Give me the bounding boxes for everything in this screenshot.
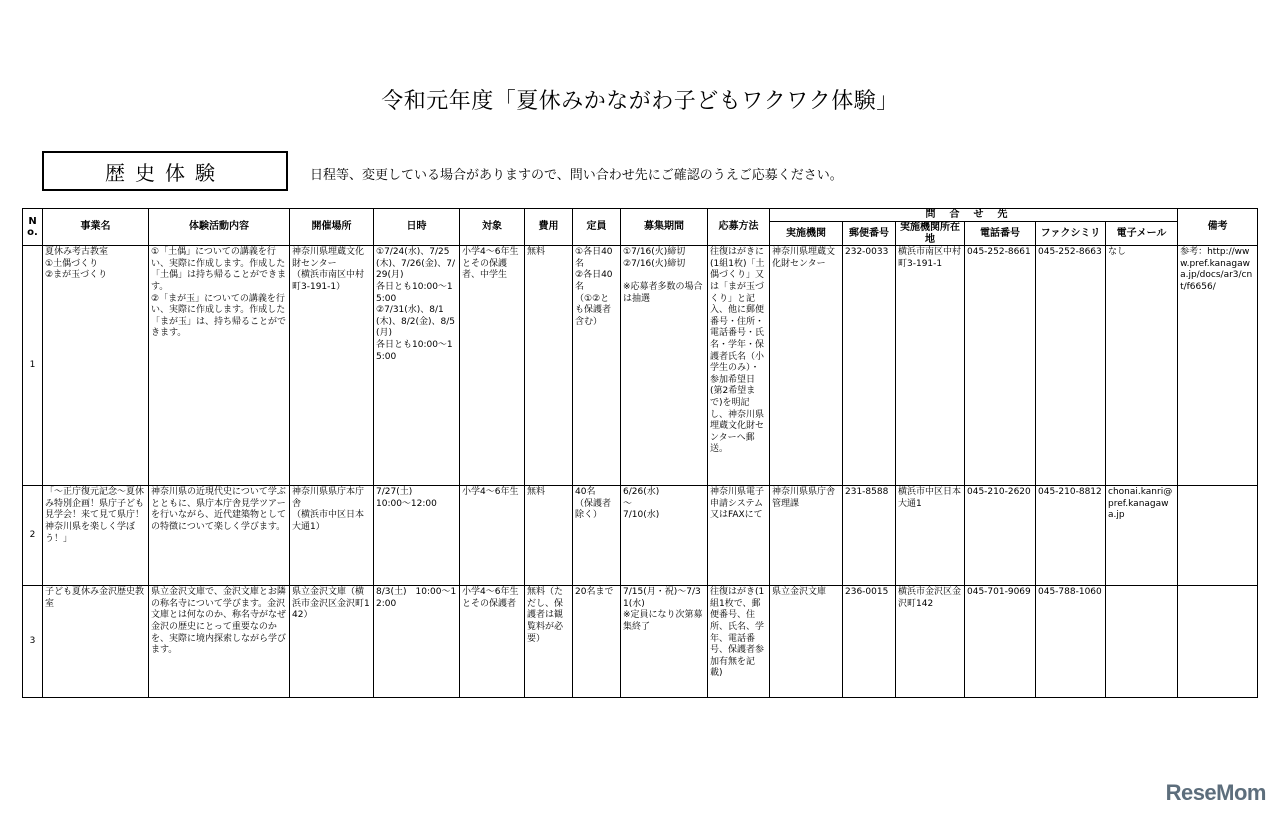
- header-content: 体験活動内容: [149, 209, 290, 246]
- page-title: 令和元年度「夏休みかながわ子どもワクワク体験」: [381, 89, 899, 114]
- row-venue: 県立金沢文庫（横浜市金沢区金沢町142）: [290, 586, 374, 698]
- row-fax: 045-210-8812: [1036, 486, 1106, 586]
- header-remarks: 備考: [1178, 209, 1258, 246]
- row-remarks: [1178, 586, 1258, 698]
- row-target: 小学4～6年生: [460, 486, 525, 586]
- row-org: 県立金沢文庫: [770, 586, 843, 698]
- row-method: 往復はがき(1組1枚で、郵便番号、住所、氏名、学年、電話番号、保護者参加有無を記載): [708, 586, 770, 698]
- row-period: ①7/16(火)締切 ②7/16(火)締切 ※応募者多数の場合は抽選: [621, 246, 708, 486]
- category-label: 歴史体験: [42, 151, 288, 191]
- row-target: 小学4～6年生とその保護者、中学生: [460, 246, 525, 486]
- header-method: 応募方法: [708, 209, 770, 246]
- table-row: [23, 586, 1258, 698]
- resemom-logo: ReseMom: [1165, 780, 1266, 805]
- table-row: [23, 246, 1258, 486]
- header-capacity: 定員: [573, 209, 621, 246]
- row-venue: 神奈川県埋蔵文化財センター （横浜市南区中村町3-191-1）: [290, 246, 374, 486]
- header-org: 実施機関: [770, 222, 843, 246]
- row-datetime: 8/3(土) 10:00～12:00: [374, 586, 460, 698]
- row-email: chonai.kanri@pref.kanagawa.jp: [1106, 486, 1178, 586]
- row-remarks: [1178, 486, 1258, 586]
- row-phone: 045-701-9069: [965, 586, 1036, 698]
- row-email: なし: [1106, 246, 1178, 486]
- row-method: 往復はがきに(1組1枚)「土偶づくり」又は「まが玉づくり」と記入、他に郵便番号・住所・電話番号・氏名・学年・保護者氏名（小学生のみ）・参加希望日(第2希望まで)を明記し、神奈川県埋蔵文化財センターへ郵送。: [708, 246, 770, 486]
- row-method: 神奈川県電子申請システム又はFAXにて: [708, 486, 770, 586]
- row-capacity: 40名 （保護者除く）: [573, 486, 621, 586]
- row-postal: 232-0033: [843, 246, 896, 486]
- header-project: 事業名: [43, 209, 149, 246]
- header-venue: 開催場所: [290, 209, 374, 246]
- row-remarks: 参考：http://www.pref.kanagawa.jp/docs/ar3/cnt/f6656/: [1178, 246, 1258, 486]
- notice-text: 日程等、変更している場合がありますので、問い合わせ先にご確認のうえご応募ください。: [310, 168, 843, 183]
- row-org: 神奈川県県庁舎管理課: [770, 486, 843, 586]
- row-project: 夏休み考古教室 ①土偶づくり ②まが玉づくり: [43, 246, 149, 486]
- row-no: 2: [23, 486, 43, 586]
- header-contact: 問合せ先: [770, 209, 1178, 222]
- header-target: 対象: [460, 209, 525, 246]
- row-fax: 045-252-8663: [1036, 246, 1106, 486]
- row-phone: 045-252-8661: [965, 246, 1036, 486]
- row-cost: 無料（ただし、保護者は観覧料が必要）: [525, 586, 573, 698]
- row-period: 6/26(水) ～ 7/10(水): [621, 486, 708, 586]
- row-cost: 無料: [525, 246, 573, 486]
- row-phone: 045-210-2620: [965, 486, 1036, 586]
- header-phone: 電話番号: [965, 222, 1036, 246]
- row-content: 神奈川県の近現代史について学ぶとともに、県庁本庁舎見学ツアーを行いながら、近代建築物としての特徴について楽しく学びます。: [149, 486, 290, 586]
- row-postal: 231-8588: [843, 486, 896, 586]
- row-no: 1: [23, 246, 43, 486]
- row-fax: 045-788-1060: [1036, 586, 1106, 698]
- row-target: 小学4～6年生とその保護者: [460, 586, 525, 698]
- header-address: 実施機関所在地: [896, 222, 965, 246]
- header-email: 電子メール: [1106, 222, 1178, 246]
- header-fax: ファクシミリ: [1036, 222, 1106, 246]
- row-postal: 236-0015: [843, 586, 896, 698]
- table-row: [23, 486, 1258, 586]
- header-cost: 費用: [525, 209, 573, 246]
- row-project: 子ども夏休み金沢歴史教室: [43, 586, 149, 698]
- row-org: 神奈川県埋蔵文化財センター: [770, 246, 843, 486]
- row-cost: 無料: [525, 486, 573, 586]
- header-no: No.: [23, 209, 43, 246]
- row-no: 3: [23, 586, 43, 698]
- row-project: 「～正庁復元記念～夏休み特別企画！県庁子ども見学会！来て見て県庁！神奈川県を楽しく学ぼう！」: [43, 486, 149, 586]
- row-address: 横浜市南区中村町3-191-1: [896, 246, 965, 486]
- header-datetime: 日時: [374, 209, 460, 246]
- row-address: 横浜市中区日本大通1: [896, 486, 965, 586]
- row-venue: 神奈川県県庁本庁舎 （横浜市中区日本大通1）: [290, 486, 374, 586]
- row-datetime: 7/27(土) 10:00～12:00: [374, 486, 460, 586]
- row-email: [1106, 586, 1178, 698]
- row-datetime: ①7/24(水)、7/25(木)、7/26(金)、7/29(月) 各日とも10:00～15:00 ②7/31(水)、8/1(木)、8/2(金)、8/5(月) 各日とも10:00～15:00: [374, 246, 460, 486]
- row-content: 県立金沢文庫で、金沢文庫とお隣の称名寺について学びます。金沢文庫とは何なのか、称名寺がなぜ金沢の歴史にとって重要なのかを、実際に境内探索しながら学びます。: [149, 586, 290, 698]
- header-period: 募集期間: [621, 209, 708, 246]
- row-address: 横浜市金沢区金沢町142: [896, 586, 965, 698]
- row-capacity: 20名まで: [573, 586, 621, 698]
- row-period: 7/15(月・祝)～7/31(水) ※定員になり次第募集終了: [621, 586, 708, 698]
- event-table: [22, 208, 1258, 698]
- row-capacity: ①各日40名 ②各日40名 （①②とも保護者含む）: [573, 246, 621, 486]
- header-postal: 郵便番号: [843, 222, 896, 246]
- row-content: ①「土偶」についての講義を行い、実際に作成します。作成した「土偶」は持ち帰ることができます。 ②「まが玉」についての講義を行い、実際に作成します。作成した「まが玉」は、持ち帰ることができます。: [149, 246, 290, 486]
